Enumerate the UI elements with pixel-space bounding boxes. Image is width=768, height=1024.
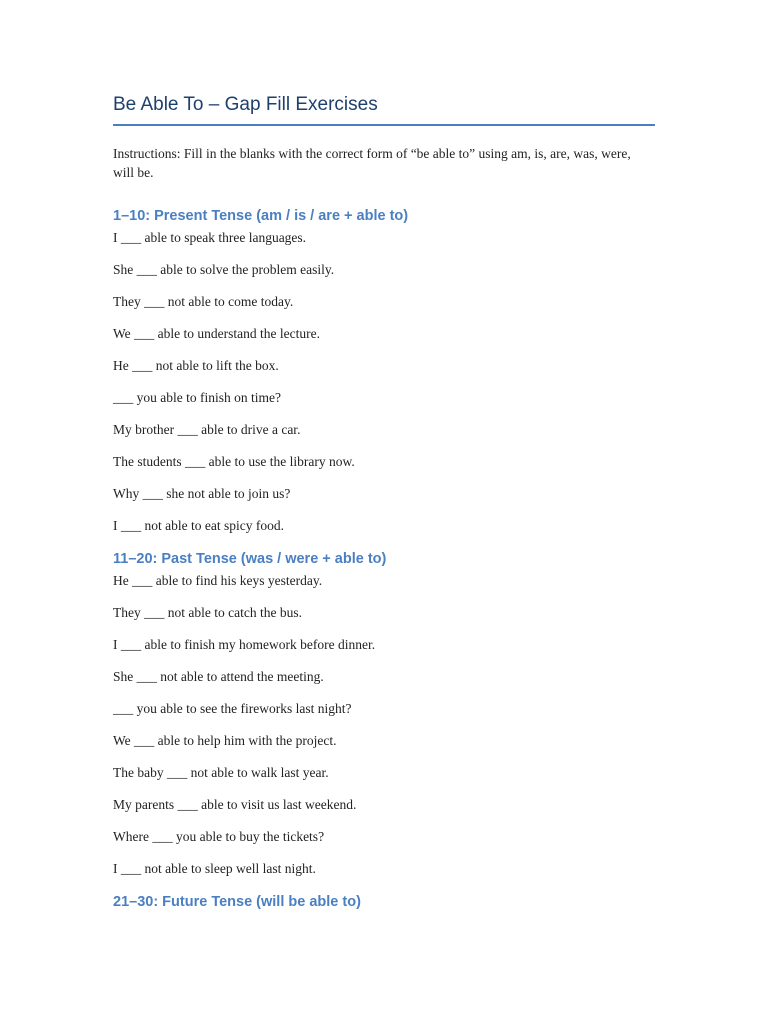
exercise-item: Why ___ she not able to join us? <box>113 486 291 501</box>
exercise-item: The baby ___ not able to walk last year. <box>113 765 329 780</box>
exercise-item: I ___ able to speak three languages. <box>113 230 307 245</box>
exercise-item: He ___ not able to lift the box. <box>113 358 279 373</box>
exercise-item: We ___ able to understand the lecture. <box>113 326 320 341</box>
exercise-item: ___ you able to see the fireworks last night? <box>113 701 352 716</box>
exercise-item: They ___ not able to catch the bus. <box>113 605 302 620</box>
page-title: Be Able To – Gap Fill Exercises <box>113 92 655 126</box>
exercise-item: She ___ not able to attend the meeting. <box>113 669 324 684</box>
instructions-text: Instructions: Fill in the blanks with the correct form of “be able to” using am, is, are, was, were, will be. <box>113 146 631 180</box>
exercise-item: They ___ not able to come today. <box>113 294 294 309</box>
exercise-item: My parents ___ able to visit us last weekend. <box>113 797 357 812</box>
exercise-item: I ___ not able to eat spicy food. <box>113 518 284 533</box>
section-heading: 11–20: Past Tense (was / were + able to) <box>113 551 387 567</box>
document-page <box>113 92 655 912</box>
exercise-item: Where ___ you able to buy the tickets? <box>113 829 325 844</box>
section-past-tense <box>113 549 655 879</box>
exercise-item: We ___ able to help him with the project. <box>113 733 337 748</box>
exercise-item: She ___ able to solve the problem easily. <box>113 262 335 277</box>
exercise-item: I ___ not able to sleep well last night. <box>113 861 316 876</box>
section-present-tense <box>113 206 655 536</box>
exercise-item: He ___ able to find his keys yesterday. <box>113 573 323 588</box>
exercise-item: ___ you able to finish on time? <box>113 390 281 405</box>
section-heading: 21–30: Future Tense (will be able to) <box>113 894 361 910</box>
section-heading: 1–10: Present Tense (am / is / are + able to) <box>113 208 409 224</box>
section-future-tense <box>113 892 655 912</box>
exercise-item: My brother ___ able to drive a car. <box>113 422 301 437</box>
exercise-item: I ___ able to finish my homework before dinner. <box>113 637 376 652</box>
exercise-item: The students ___ able to use the library now. <box>113 454 355 469</box>
